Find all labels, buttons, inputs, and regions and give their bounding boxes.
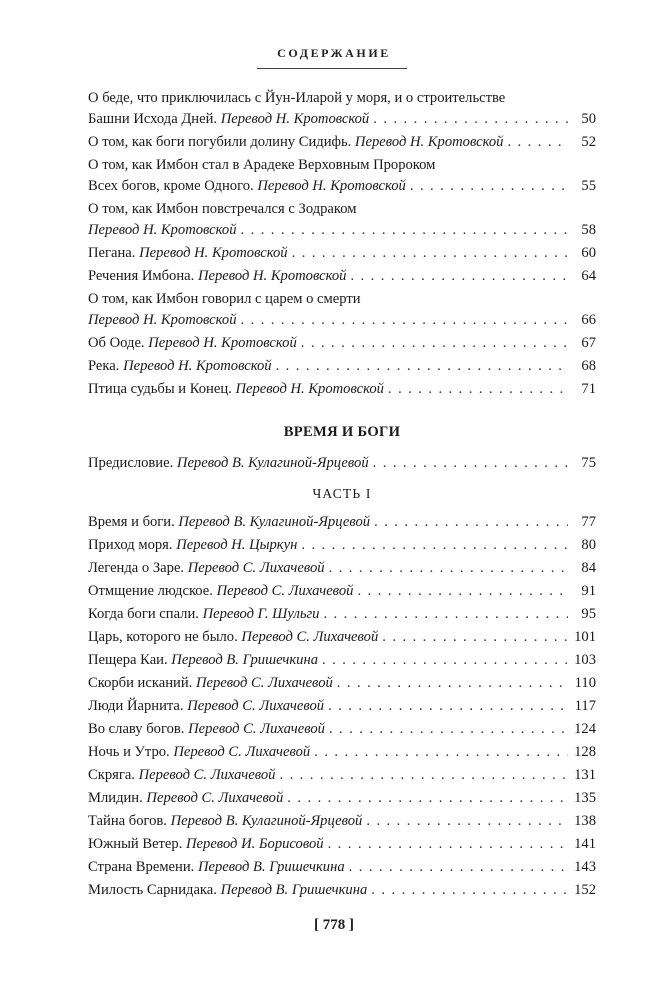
toc-entry: Когда боги спали. Перевод Г. Шульги . . . 95 — [88, 604, 596, 625]
toc-entry: Млидин. Перевод С. Лихачевой . . . 135 — [88, 788, 596, 809]
translator: Перевод Н. Кротовской — [88, 222, 237, 238]
leader-dots — [373, 109, 568, 130]
toc-entry: Милость Сарнидака. Перевод В. Гришечкина . . . 152 — [88, 880, 596, 901]
page-number: 77 — [581, 514, 596, 530]
translator: Перевод Г. Шульги — [202, 606, 320, 622]
leader-dots — [301, 535, 568, 556]
translator: Перевод Н. Кротовской — [148, 335, 297, 351]
leader-dots — [374, 512, 568, 533]
leader-dots — [366, 811, 568, 832]
page-number: 117 — [574, 698, 596, 714]
translator: Перевод С. Лихачевой — [138, 767, 276, 783]
translator: Перевод Н. Кротовской — [123, 358, 272, 374]
toc-entry: Страна Времени. Перевод В. Гришечкина . . . 143 — [88, 857, 596, 878]
translator: Перевод В. Гришечкина — [171, 652, 318, 668]
toc-entry: Царь, которого не было. Перевод С. Лихачевой . . . 101 — [88, 627, 596, 648]
translator: Перевод Н. Кротовской — [197, 268, 347, 284]
leader-dots — [287, 788, 568, 809]
folio-page-number: [ 778 ] — [314, 917, 354, 933]
page-number: 128 — [574, 744, 596, 760]
leader-dots — [410, 176, 568, 197]
toc-entry: О том, как Имбон стал в Арадеке Верховным Пророком Всех богов, кроме Одного. Перевод Н. Кротовской . . . 55 — [88, 155, 596, 197]
toc-entry: Скорби исканий. Перевод С. Лихачевой . . . 110 — [88, 673, 596, 694]
toc-entry: Скряга. Перевод С. Лихачевой . . . 131 — [88, 765, 596, 786]
page-number: 80 — [581, 537, 596, 553]
page-number: 50 — [581, 111, 596, 127]
translator: Перевод С. Лихачевой — [187, 560, 325, 576]
translator: Перевод В. Кулагиной-Ярцевой — [176, 455, 369, 471]
translator: Перевод Н. Кротовской — [235, 381, 384, 397]
leader-dots — [382, 627, 568, 648]
leader-dots — [328, 696, 568, 717]
page-number: 91 — [581, 583, 596, 599]
leader-dots — [329, 558, 568, 579]
translator: Перевод С. Лихачевой — [146, 790, 284, 806]
leader-dots — [241, 310, 568, 331]
page-number: 152 — [574, 882, 596, 898]
page-number: 66 — [581, 312, 596, 328]
page-number: 67 — [581, 335, 596, 351]
leader-dots — [337, 673, 568, 694]
page-number: 138 — [574, 813, 596, 829]
page-number: 124 — [574, 721, 596, 737]
page-number: 103 — [574, 652, 596, 668]
leader-dots — [322, 650, 568, 671]
translator: Перевод В. Кулагиной-Ярцевой — [170, 813, 363, 829]
toc-entry: Время и боги. Перевод В. Кулагиной-Ярцевой . . . 77 — [88, 512, 596, 533]
toc-entry: О том, как Имбон говорил с царем о смерти Перевод Н. Кротовской . . . 66 — [88, 289, 596, 331]
translator: Перевод С. Лихачевой — [187, 698, 325, 714]
toc-entry: Легенда о Заре. Перевод С. Лихачевой . . . 84 — [88, 558, 596, 579]
translator: Перевод Н. Цыркун — [176, 537, 298, 553]
translator: Перевод С. Лихачевой — [216, 583, 354, 599]
translator: Перевод С. Лихачевой — [188, 721, 325, 737]
page-number: 68 — [581, 358, 596, 374]
translator: Перевод И. Борисовой — [186, 836, 324, 852]
toc-entry: Река. Перевод Н. Кротовской . . . 68 — [88, 356, 596, 377]
translator: Перевод С. Лихачевой — [241, 629, 379, 645]
page-number: 55 — [581, 178, 596, 194]
toc-entry: Птица судьбы и Конец. Перевод Н. Кротовской . . . 71 — [88, 379, 596, 400]
page-number: 95 — [581, 606, 596, 622]
toc-entry: Речения Имбона. Перевод Н. Кротовской . . . 64 — [88, 266, 596, 287]
toc-entry: Отмщение людское. Перевод С. Лихачевой . . . 91 — [88, 581, 596, 602]
part-title: ЧАСТЬ I — [312, 486, 372, 501]
toc-entry: Ночь и Утро. Перевод С. Лихачевой . . . 128 — [88, 742, 596, 763]
page-number: 75 — [581, 455, 596, 471]
leader-dots — [329, 719, 568, 740]
translator: Перевод В. Гришечкина — [220, 882, 368, 898]
leader-dots — [373, 453, 568, 474]
page-number: 135 — [574, 790, 596, 806]
running-header: СОДЕРЖАНИЕ — [277, 46, 391, 60]
page-number: 84 — [581, 560, 596, 576]
leader-dots — [292, 243, 568, 264]
leader-dots — [276, 356, 568, 377]
translator: Перевод Н. Кротовской — [220, 111, 370, 127]
toc-entry: О том, как боги погубили долину Сидифь. Перевод Н. Кротовской . . . 52 — [88, 132, 596, 153]
toc-entry: Пегана. Перевод Н. Кротовской . . . 60 — [88, 243, 596, 264]
page-number: 101 — [574, 629, 596, 645]
page-number: 64 — [581, 268, 596, 284]
toc-entry-preface: Предисловие. Перевод В. Кулагиной-Ярцевой . . . 75 — [88, 453, 596, 474]
page-number: 71 — [581, 381, 596, 397]
toc-entry: О том, как Имбон повстречался с Зодраком Перевод Н. Кротовской . . . 58 — [88, 199, 596, 241]
translator: Перевод Н. Кротовской — [139, 245, 288, 261]
toc-entry: Люди Йарнита. Перевод С. Лихачевой . . . 117 — [88, 696, 596, 717]
leader-dots — [328, 834, 568, 855]
page-number: 60 — [581, 245, 596, 261]
toc-entry: О беде, что приключилась с Йун-Иларой у моря, и о строительстве Башни Исхода Дней. Перевод Н. Кротовской . . . 50 — [88, 88, 596, 130]
translator: Перевод Н. Кротовской — [257, 178, 406, 194]
translator: Перевод В. Гришечкина — [197, 859, 345, 875]
translator: Перевод С. Лихачевой — [195, 675, 333, 691]
leader-dots — [301, 333, 568, 354]
toc-entry: Южный Ветер. Перевод И. Борисовой . . . 141 — [88, 834, 596, 855]
translator: Перевод С. Лихачевой — [173, 744, 311, 760]
toc-entry: Приход моря. Перевод Н. Цыркун . . . 80 — [88, 535, 596, 556]
section-title: ВРЕМЯ И БОГИ — [283, 424, 401, 440]
table-of-contents — [88, 88, 596, 903]
page-number: 110 — [574, 675, 596, 691]
leader-dots — [323, 604, 568, 625]
page-number: 58 — [581, 222, 596, 238]
leader-dots — [388, 379, 568, 400]
page-number: 52 — [581, 134, 596, 150]
page-number: 143 — [574, 859, 596, 875]
toc-entry: Во славу богов. Перевод С. Лихачевой . . . 124 — [88, 719, 596, 740]
toc-entry: Об Ооде. Перевод Н. Кротовской . . . 67 — [88, 333, 596, 354]
leader-dots — [279, 765, 568, 786]
leader-dots — [314, 742, 568, 763]
leader-dots — [507, 132, 568, 153]
translator: Перевод Н. Кротовской — [88, 312, 237, 328]
leader-dots — [357, 581, 568, 602]
page-number: 141 — [574, 836, 596, 852]
leader-dots — [349, 857, 568, 878]
translator: Перевод Н. Кротовской — [354, 134, 504, 150]
translator: Перевод В. Кулагиной-Ярцевой — [178, 514, 371, 530]
toc-entry: Пещера Каи. Перевод В. Гришечкина . . . 103 — [88, 650, 596, 671]
header-rule — [257, 68, 407, 69]
leader-dots — [241, 220, 568, 241]
page-number: 131 — [574, 767, 596, 783]
toc-entry: Тайна богов. Перевод В. Кулагиной-Ярцевой . . . 138 — [88, 811, 596, 832]
leader-dots — [371, 880, 568, 901]
leader-dots — [350, 266, 568, 287]
